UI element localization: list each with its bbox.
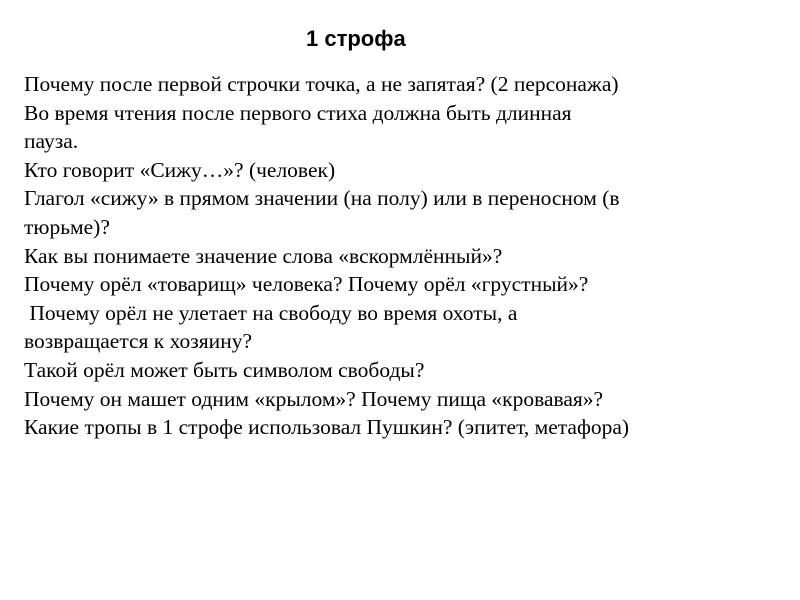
text-line: пауза. (24, 129, 79, 154)
text-line: Глагол «сижу» в прямом значении (на полу) или в переносном (в (24, 186, 620, 211)
text-line: Такой орёл может быть символом свободы? (24, 357, 425, 382)
text-line: Почему после первой строчки точка, а не запятая? (2 персонажа) (24, 72, 619, 96)
text-line: тюрьме)? (24, 214, 110, 239)
text-line: Почему орёл не улетает на свободу во время охоты, а (24, 300, 518, 325)
question-list (24, 70, 784, 442)
text-line: Во время чтения после первого стиха должна быть длинная (24, 100, 572, 125)
text-line: Кто говорит «Сижу…»? (человек) (24, 157, 336, 182)
text-line: Какие тропы в 1 строфе использовал Пушкин? (эпитет, метафора) (24, 415, 630, 440)
text-line: Как вы понимаете значение слова «вскормлённый»? (24, 243, 503, 268)
slide-title: 1 строфа (306, 26, 406, 51)
text-line: Почему орёл «товарищ» человека? Почему орёл «грустный»? (24, 272, 589, 297)
text-line: Почему он машет одним «крылом»? Почему пища «кровавая»? (24, 386, 604, 411)
text-line: возвращается к хозяину? (24, 329, 252, 354)
